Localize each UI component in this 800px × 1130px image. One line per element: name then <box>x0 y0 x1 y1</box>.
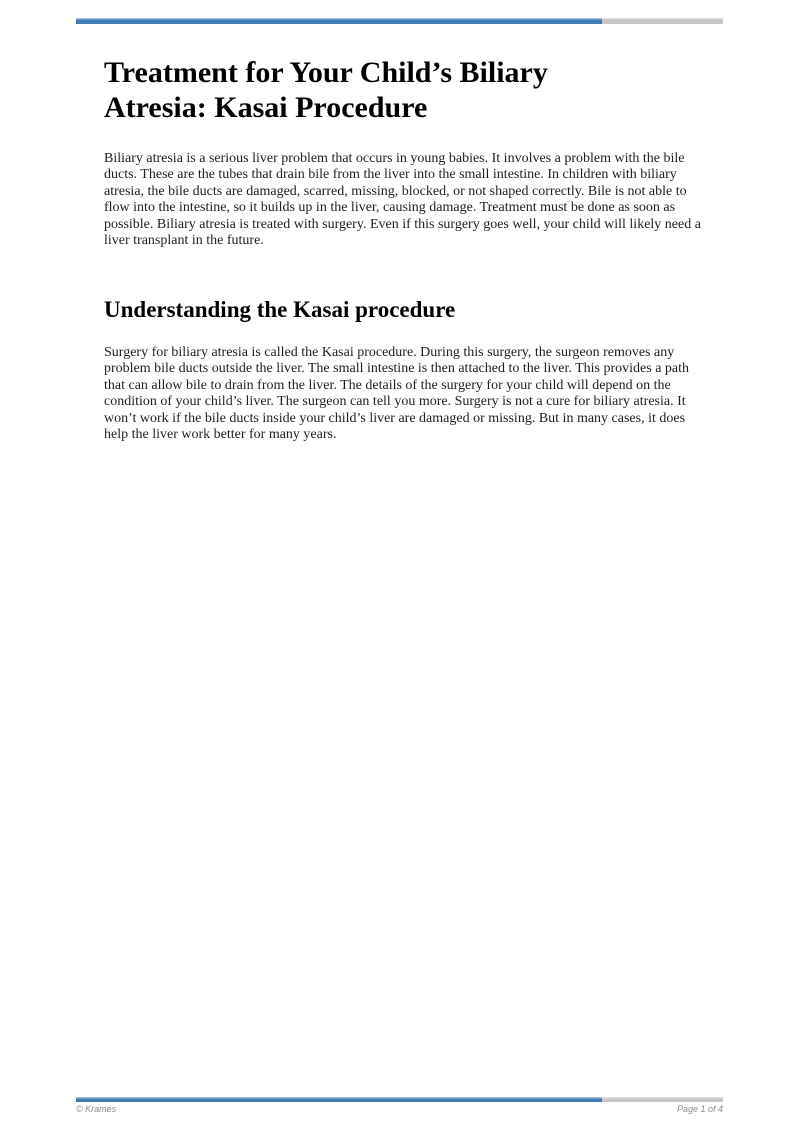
bottom-accent-bar-blue-segment <box>76 1097 602 1102</box>
copyright-text: © Krames <box>76 1104 117 1114</box>
top-accent-bar <box>76 18 723 24</box>
top-accent-bar-blue-segment <box>76 18 602 24</box>
intro-paragraph: Biliary atresia is a serious liver problem that occurs in young babies. It involves a problem with the bile ducts. These are the tubes that drain bile from the liver into the small intestine. In children with biliary atresia, the bile ducts are damaged, scarred, missing, blocked, or not shaped correctly. Bile is not able to flow into the intestine, so it builds up in the liver, causing damage. Treatment must be done as soon as possible. Biliary atresia is treated with surgery. Even if this surgery goes well, your child will likely need a liver transplant in the future. <box>104 151 701 249</box>
section-heading-kasai-procedure: Understanding the Kasai procedure <box>104 297 456 322</box>
page-footer <box>76 1104 723 1115</box>
bottom-accent-bar-gray-segment <box>602 1097 723 1102</box>
top-accent-bar-gray-segment <box>602 18 723 24</box>
section-paragraph-kasai-procedure: Surgery for biliary atresia is called the Kasai procedure. During this surgery, the surgeon removes any problem bile ducts outside the liver. The small intestine is then attached to the liver. This provides a path that can allow bile to drain from the liver. The details of the surgery for your child will depend on the condition of your child’s liver. The surgeon can tell you more. Surgery is not a cure for biliary atresia. It won’t work if the bile ducts inside your child’s liver are damaged or missing. But in many cases, it does help the liver work better for many years. <box>104 345 690 443</box>
bottom-accent-bar <box>76 1097 723 1102</box>
page-title: Treatment for Your Child’s Biliary Atresia: Kasai Procedure <box>104 56 548 124</box>
page-number-text: Page 1 of 4 <box>676 1104 723 1114</box>
